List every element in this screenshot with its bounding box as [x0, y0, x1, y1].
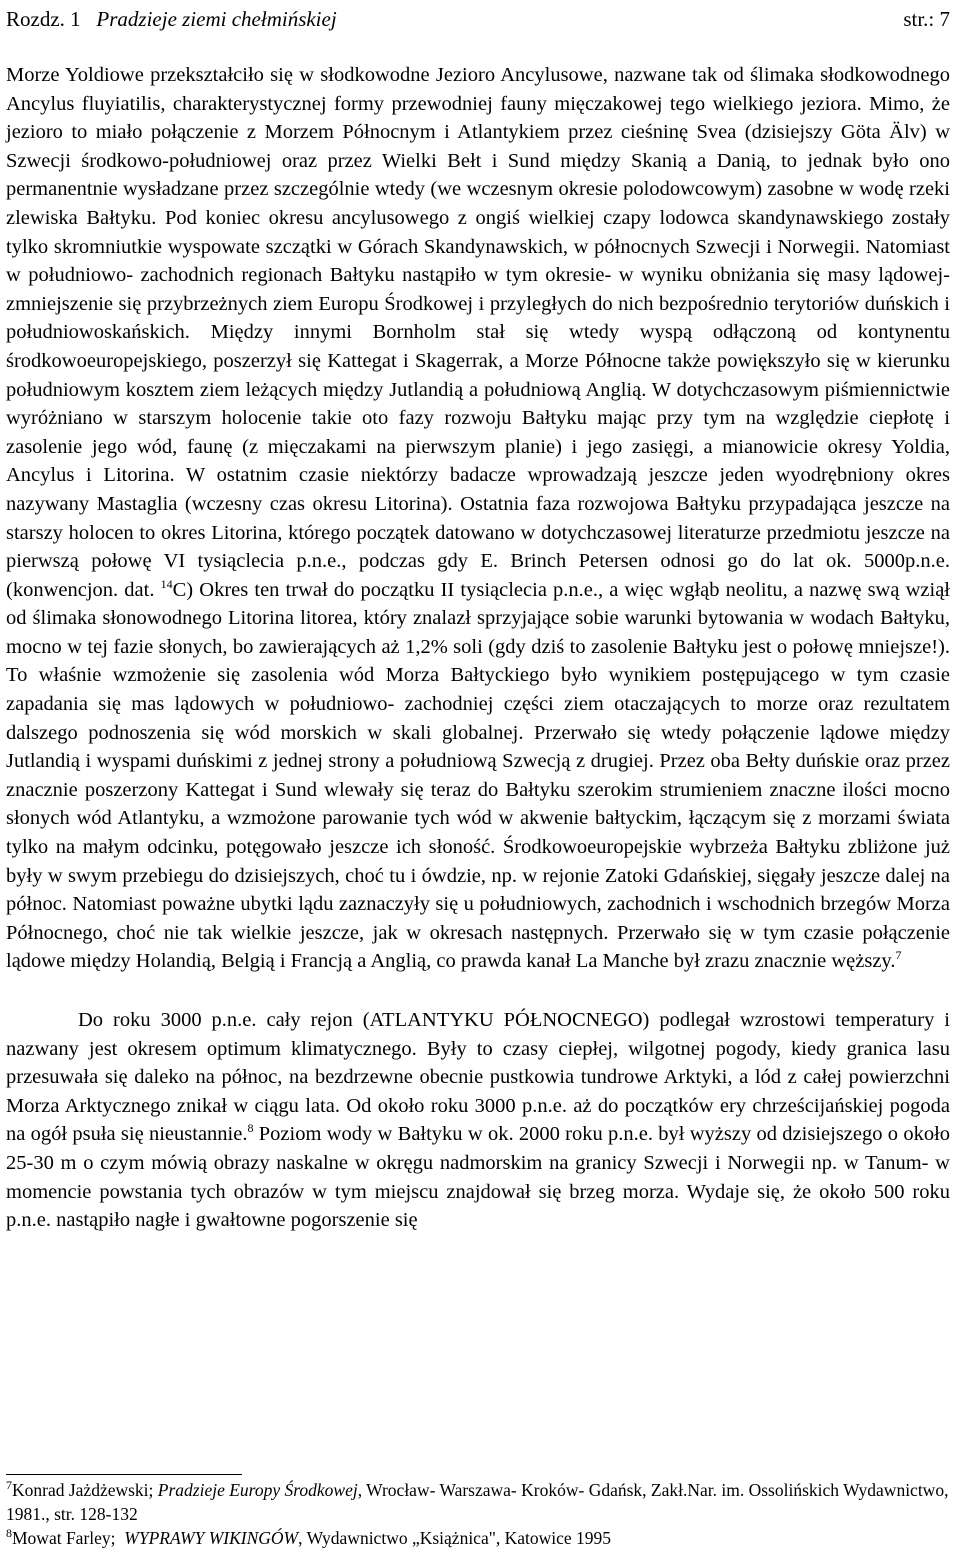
chapter-title: Pradzieje ziemi chełmińskiej — [96, 7, 337, 31]
page-number: str.: 7 — [903, 7, 950, 31]
footnote-8 — [6, 1526, 950, 1550]
chapter-heading — [6, 6, 337, 32]
footnote-title: Pradzieje Europy Środkowej — [157, 1480, 358, 1500]
chapter-number: Rozdz. 1 — [6, 7, 81, 31]
footnote-number: 8 — [6, 1526, 12, 1541]
footnote-ref-8: 8 — [247, 1121, 254, 1136]
superscript-isotope: 14 — [160, 576, 173, 591]
footnote-title: WYPRAWY WIKINGÓW — [124, 1528, 299, 1548]
paragraph-text: C) Okres ten trwał do początku II tysiąclecia p.n.e., a więc wgłąb neolitu, a nazwę swą wziął od ślimaka słonowodnego Litorina litorea, który znalazł sprzyjające sobie warunki bytowania w wodach Bałtyku, mocno w tej fazie słonych, bo zawierających aż 1,2% soli (gdy dziś to zasolenie Bałtyku jest o połowę mniejsze!). To właśnie wzmożenie się zasolenia wód Morza Bałtyckiego było wynikiem postępującego w tym czasie zapadania się mas lądowych w południowo- zachodniej części ziem otaczających to morze oraz rezultatem dalszego podnoszenia się wód morskich w skali globalnej. Przerwało się wtedy połączenie lądowe między Jutlandią i wyspami duńskimi z jednej strony a południową Szwecją z drugiej. Przez oba Bełty duńskie oraz przez znacznie poszerzony Kattegat i Sund wlewały się teraz do Bałtyku szerokim strumieniem znaczne ilości mocno słonych wód Atlantyku, a wzmożone parowanie tych wód w akwenie bałtyckim, łączącym się z morzami świata tylko na małym odcinku, potęgowało jeszcze ich słoność. Środkowoeuropejskie wybrzeża Bałtyku zbliżone już były w swym przebiegu do dzisiejszych, choć tu i ówdzie, np. w rejonie Zatoki Gdańskiej, sięgały jeszcze dalej na północ. Natomiast poważne ubytki lądu zaznaczyły się u południowych, zachodnich i wschodnich brzegów Morza Północnego, choć nie tak wielkie jeszcze, jak w okresach następnych. Przerwało się w tym czasie połączenie lądowe między Holandią, Belgią i Francją a Anglią, co prawda kanał La Manche był zrazu znacznie węższy. — [6, 578, 950, 973]
main-text — [6, 61, 950, 1235]
paragraph-text: Poziom wody w Bałtyku w ok. 2000 roku p.n.e. był wyższy od dzisiejszego o około 25-30 m o czym mówią obrazy naskalne w okręgu nadmorskim na granicy Szwecji i Norwegii np. w Tanum- w momencie powstania tych obrazów w tym miejscu znajdował się brzeg morza. Wydaje się, że około 500 roku p.n.e. nastąpiło nagłe i gwałtowne pogorszenie się — [6, 1123, 951, 1232]
footnote-7 — [6, 1478, 950, 1526]
footnotes — [6, 1478, 950, 1550]
paragraph-text: Morze Yoldiowe przekształciło się w słodkowodne Jezioro Ancylusowe, nazwane tak od ślimaka słodkowodnego Ancylus fluyiatilis, charakterystycznej formy przewodniej fauny mięczakowej tego wielkiego jeziora. Mimo, że jezioro to miało połączenie z Morzem Północnym i Atlantykiem przez cieśninę Svea (dzisiejszy Göta Älv) w Szwecji środkowo-południowej oraz przez Wielki Bełt i Sund między Skanią a Danią, to jednak było ono permanentnie wysładzane przez szczególnie wtedy (we wczesnym okresie polodowcowym) zasobne w wodę rzeki zlewiska Bałtyku. Pod koniec okresu ancylusowego z ongiś wielkiej czapy lodowca skandynawskiego zostały tylko skromniutkie wyspowate szczątki w Górach Skandynawskich, w północnych Szwecji i Norwegii. Natomiast w południowo- zachodnich regionach Bałtyku nastąpiło w tym okresie- w wyniku obniżania się masy lądowej-zmniejszenie się przybrzeżnych ziem Europu Środkowej i przyległych do nich bezpośrednio terytoriów duńskich i południowoskańskich. Między innymi Bornholm stał się wtedy wyspą odłączoną od kontynentu środkowoeuropejskiego, poszerzył się Kattegat i Skagerrak, a Morze Północne także powiększyło się w kierunku południowym kosztem ziem leżących między Jutlandią a południową Anglią. W dotychczasowym piśmiennictwie wyróżniano w starszym holocenie takie oto fazy rozwoju Bałtyku mając przy tym na względzie ciepłotę i zasolenie jego wód, faunę (z mięczakami na pierwszym planie) i jego zasięgi, a mianowicie okresy Yoldia, Ancylus i Litorina. W ostatnim czasie niektórzy badacze wprowadzają jeszcze jeden wyodrębniony okres nazywany Mastaglia (wczesny czas okresu Litorina). Ostatnia faza rozwojowa Bałtyku przypadająca jeszcze na starszy holocen to okres Litorina, którego początek datowano w dotychczasowej literaturze przedmiotu jeszcze na pierwszą połowę VI tysiąclecia p.n.e., podczas gdy E. Brinch Petersen odnosi go do lat ok. 5000p.n.e. (konwencjon. dat. — [6, 64, 950, 601]
footnote-details: , Wrocław- Warszawa- Kroków- Gdańsk, Zakł.Nar. im. Ossolińskich Wydawnictwo, 1981., str. 128-132 — [6, 1480, 949, 1524]
paragraph-2 — [6, 1006, 950, 1235]
footnote-details: , Wydawnictwo „Książnica", Katowice 1995 — [298, 1528, 612, 1548]
footnote-ref-7: 7 — [895, 948, 902, 963]
paragraph-text: Do roku 3000 p.n.e. cały rejon (ATLANTYKU PÓŁNOCNEGO) podlegał wzrostowi temperatury i nazwany jest okresem optimum klimatycznego. Były to czasy ciepłej, wilgotnej pogody, kiedy granica lasu przesuwała się daleko na północ, na bezdrzewne obecnie pustkowia tundrowe Arktyki, a lód z całej powierzchni Morza Arktycznego znikał w ciągu lata. Od około roku 3000 p.n.e. aż do początków ery chrześcijańskiej pogoda na ogół psuła się nieustannie. — [6, 1009, 950, 1146]
footnote-author: Konrad Jażdżewski; — [12, 1480, 154, 1500]
running-header — [6, 6, 950, 32]
footnote-divider — [6, 1474, 242, 1475]
footnote-author: Mowat Farley; — [12, 1528, 116, 1548]
footnote-number: 7 — [6, 1478, 12, 1493]
paragraph-1 — [6, 61, 950, 976]
